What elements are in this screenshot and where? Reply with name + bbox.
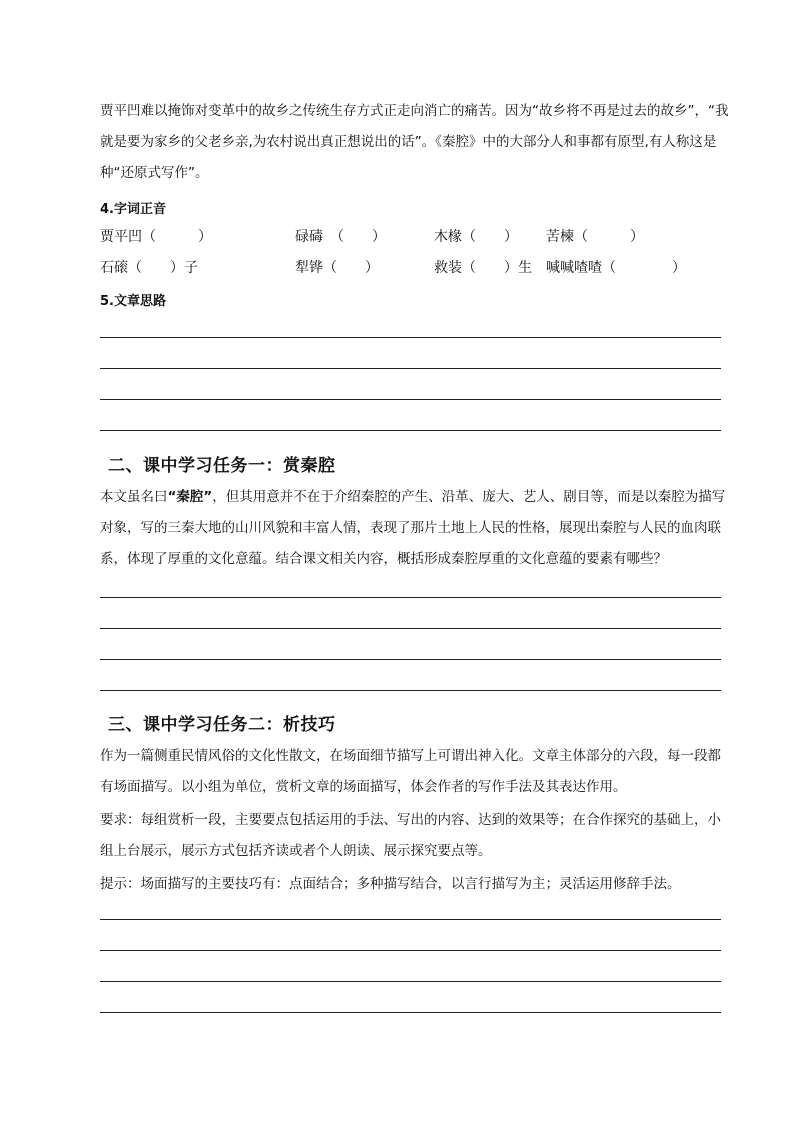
pronunciation-item: 木椽（ ） [434,229,518,245]
pronunciation-item: 喊喊喳喳（ ） [546,260,686,276]
part-3-heading: 三、课中学习任务二：析技巧 [108,715,336,735]
answer-line[interactable] [100,659,721,660]
answer-line[interactable] [100,368,721,369]
pronunciation-item: 石磙（ ）子 [100,260,198,276]
part-2-text-a: 本文虽名曰 [100,489,168,505]
part-2-paragraph [100,482,730,575]
part-3-paragraph: 作为一篇侧重民情风俗的文化性散文，在场面细节描写上可谓出神入化。文章主体部分的六段，每一段都有场面描写。以小组为单位，赏析文章的场面描写，体会作者的写作手法及其表达作用。 [100,748,721,795]
answer-line[interactable] [100,950,721,951]
pronunciation-item: 犁铧（ ） [295,260,379,276]
answer-line[interactable] [100,690,721,691]
answer-line[interactable] [100,1012,721,1013]
part-2-quote: “秦腔” [167,489,213,505]
answer-line[interactable] [100,628,721,629]
intro-paragraph: 贾平凹难以掩饰对变革中的故乡之传统生存方式正走向消亡的痛苦。因为“故乡将不再是过去的故乡”，“我就是要为家乡的父老乡亲,为农村说出真正想说出的话”。《秦腔》中的大部分人和事都有原型,有人称这是种“还原式写作”。 [100,103,729,181]
part-2-heading: 二、课中学习任务一：赏秦腔 [108,456,336,476]
answer-line[interactable] [100,919,721,920]
answer-line[interactable] [100,430,721,431]
answer-line[interactable] [100,597,721,598]
pronunciation-item: 救装（ ）生 [434,260,532,276]
part-3-requirement: 要求：每组赏析一段，主要要点包括运用的手法、写出的内容、达到的效果等；在合作探究的基础上，小组上台展示，展示方式包括齐读或者个人朗读、展示探究要点等。 [100,812,721,859]
answer-line[interactable] [100,337,721,338]
part-2-text-b: ，但其用意并不在于介绍秦腔的产生、沿革、庞大、艺人、剧目等，而是以秦腔为描写对象，写的三秦大地的山川风貌和丰富人情，表现了那片土地上人民的性格，展现出秦腔与人民的血肉联系，体现了厚重的文化意蕴。结合课文相关内容，概括形成秦腔厚重的文化意蕴的要素有哪些？ [100,489,726,567]
pronunciation-item: 苦楝（ ） [546,229,644,245]
pronunciation-row-1 [100,226,740,250]
answer-line[interactable] [100,399,721,400]
section-5-label: 5.文章思路 [100,294,166,309]
pronunciation-row-2 [100,257,740,281]
section-4-label: 4.字词正音 [100,202,166,217]
pronunciation-item: 贾平凹（ ） [100,229,212,245]
answer-line[interactable] [100,981,721,982]
part-3-hint: 提示：场面描写的主要技巧有：点面结合；多种描写结合，以言行描写为主；灵活运用修辞手法。 [100,876,681,892]
pronunciation-item: 碌碡 （ ） [295,229,386,245]
